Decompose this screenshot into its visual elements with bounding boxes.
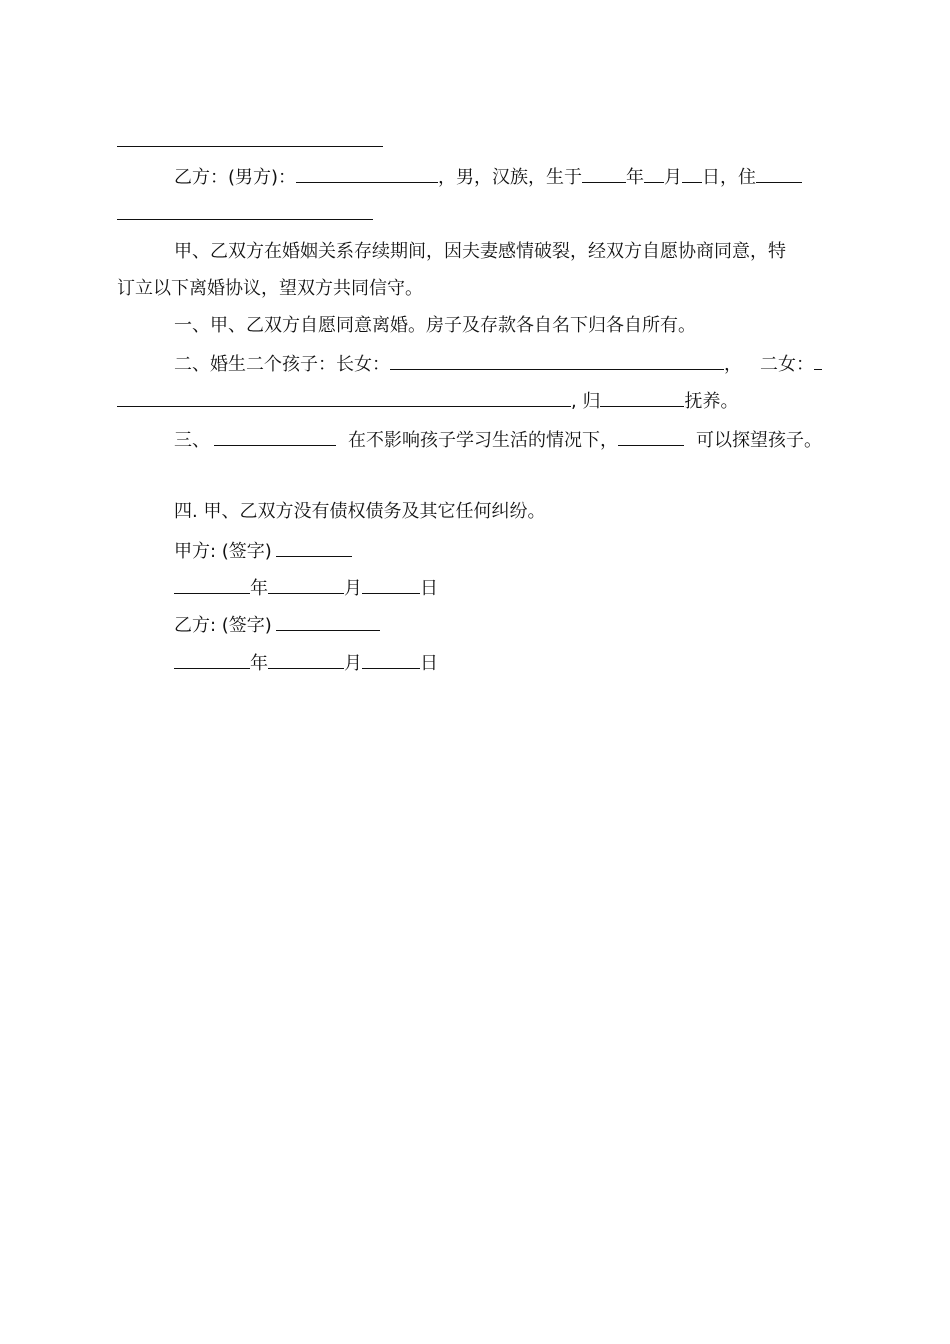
signature-b-month-blank[interactable] [268, 650, 344, 669]
custody-blank[interactable] [600, 388, 684, 407]
clause-3-suffix: 可以探望孩子。 [696, 430, 822, 451]
signature-a-month-blank[interactable] [268, 575, 344, 594]
second-daughter-blank[interactable] [117, 388, 571, 407]
signature-b-year-label: 年 [250, 653, 268, 674]
signature-b-date [174, 650, 438, 674]
signature-b-blank[interactable] [276, 612, 380, 631]
signature-b-label: 乙方: (签字) [174, 615, 272, 636]
party-b-gender-ethnicity: ，男，汉族，生于 [438, 167, 583, 188]
party-b-label: 乙方：(男方)： [174, 167, 297, 188]
second-daughter-blank-start[interactable] [814, 351, 822, 370]
signature-a-month-label: 月 [344, 578, 362, 599]
party-b-birth-year-blank[interactable] [582, 164, 626, 183]
signature-a-year-label: 年 [250, 578, 268, 599]
intro-line-2: 订立以下离婚协议，望双方共同信守。 [117, 278, 423, 299]
intro-line-1: 甲、乙双方在婚姻关系存续期间，因夫妻感情破裂，经双方自愿协商同意，特 [174, 241, 786, 262]
party-b-birth-month-blank[interactable] [644, 164, 664, 183]
party-b-line [174, 164, 802, 188]
signature-b-day-label: 日 [420, 653, 438, 674]
eldest-daughter-blank[interactable] [390, 351, 724, 370]
party-b-month-label: 月 [664, 167, 683, 188]
clause-3-middle: 在不影响孩子学习生活的情况下， [348, 430, 618, 451]
party-b-address-blank[interactable] [756, 164, 802, 183]
raise-label: 抚养。 [684, 391, 739, 412]
clause-3-prefix: 三、 [174, 430, 210, 451]
signature-a-day-label: 日 [420, 578, 438, 599]
signature-b-year-blank[interactable] [174, 650, 250, 669]
second-daughter-label: 二女： [760, 354, 814, 375]
clause-2-separator: ， [724, 354, 742, 375]
party-b-year-label: 年 [626, 167, 645, 188]
party-b-day-label: 日，住 [702, 167, 757, 188]
custody-label: , 归 [571, 391, 601, 412]
signature-a-line [174, 538, 352, 562]
clause-2-line-2 [117, 388, 738, 412]
signature-b-line [174, 612, 380, 636]
clause-3-party-blank[interactable] [214, 427, 336, 446]
signature-b-day-blank[interactable] [362, 650, 420, 669]
signature-a-day-blank[interactable] [362, 575, 420, 594]
signature-a-date [174, 575, 438, 599]
clause-2-line-1 [174, 351, 822, 375]
signature-a-label: 甲方: (签字) [174, 541, 272, 562]
clause-1: 一、甲、乙双方自愿同意离婚。房子及存款各自名下归各自所有。 [174, 315, 696, 336]
party-b-birth-day-blank[interactable] [682, 164, 702, 183]
party-b-name-blank[interactable] [296, 164, 438, 183]
signature-b-month-label: 月 [344, 653, 362, 674]
clause-3-visitor-blank[interactable] [618, 427, 684, 446]
clause-2-prefix: 二、婚生二个孩子：长女： [174, 354, 390, 375]
signature-a-blank[interactable] [276, 538, 352, 557]
clause-4: 四. 甲、乙双方没有债权债务及其它任何纠纷。 [174, 501, 546, 522]
party-b-address-continued-blank[interactable] [117, 219, 373, 220]
top-blank-line[interactable] [117, 146, 383, 147]
clause-3 [174, 427, 822, 451]
signature-a-year-blank[interactable] [174, 575, 250, 594]
